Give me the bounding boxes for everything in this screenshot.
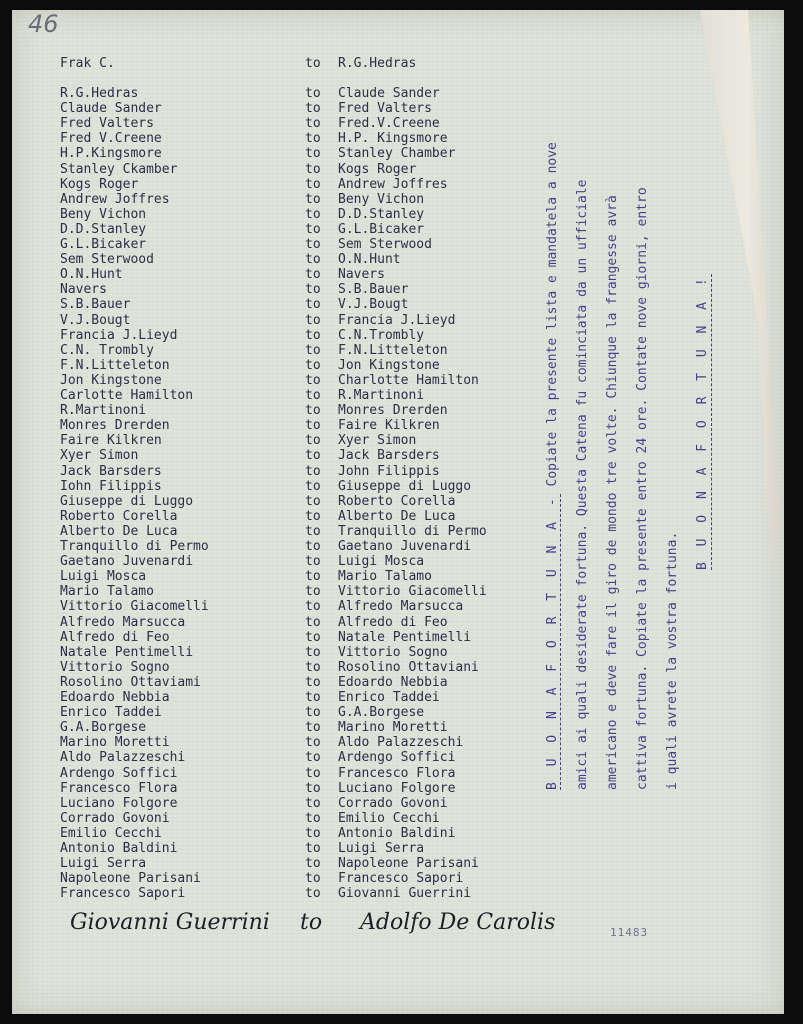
chain-row-to-word: to [305, 599, 321, 614]
handwritten-entry [70, 904, 590, 948]
chain-row-to: Francia J.Lieyd [338, 313, 456, 328]
chain-row-to: Luigi Serra [338, 841, 425, 856]
handwritten-to-word: to [300, 910, 323, 935]
chain-row-to: Roberto Corella [338, 494, 456, 509]
chain-row-from: R.Martinoni [60, 403, 147, 418]
chain-row-from: Sem Sterwood [60, 252, 154, 267]
chain-row-to-word: to [305, 630, 321, 645]
chain-row-to: Alberto De Luca [338, 509, 456, 524]
chain-row-from: Edoardo Nebbia [60, 690, 170, 705]
chain-row-to: Corrado Govoni [338, 796, 448, 811]
handwritten-to: Adolfo De Carolis [360, 910, 556, 935]
chain-row-to-word: to [305, 388, 321, 403]
chain-row-to-word: to [305, 222, 321, 237]
chain-row-to: Stanley Chamber [338, 146, 456, 161]
chain-row-to: Beny Vichon [338, 192, 425, 207]
chain-row-to-word: to [305, 403, 321, 418]
chain-row-to: Vittorio Giacomelli [338, 584, 487, 599]
chain-row-to: Charlotte Hamilton [338, 373, 479, 388]
chain-row-from: Enrico Taddei [60, 705, 162, 720]
chain-row-to-word: to [305, 313, 321, 328]
handwritten-from: Giovanni Guerrini [70, 910, 270, 935]
chain-row-from: Alfredo Marsucca [60, 615, 186, 630]
chain-row-from: D.D.Stanley [60, 222, 147, 237]
chain-row-from: Francia J.Lieyd [60, 328, 178, 343]
chain-row-from: Mario Talamo [60, 584, 154, 599]
chain-row-from: Roberto Corella [60, 509, 178, 524]
chain-row-to-word: to [305, 645, 321, 660]
chain-row-from: Luciano Folgore [60, 796, 178, 811]
chain-row-to: G.A.Borgese [338, 705, 425, 720]
chain-row-to-word: to [305, 524, 321, 539]
chain-row-from: Alfredo di Feo [60, 630, 170, 645]
chain-row-from: H.P.Kingsmore [60, 146, 162, 161]
chain-row-from: Antonio Baldini [60, 841, 178, 856]
chain-row-to: O.N.Hunt [338, 252, 401, 267]
chain-row-to: Jack Barsders [338, 448, 440, 463]
chain-row-to: Francesco Flora [338, 766, 456, 781]
instructions-line-3: americano e deve fare il giro de mondo tre volte. Chiunque la frangesse avrà [605, 195, 620, 790]
instructions-title: B U O N A F O R T U N A - [545, 494, 560, 790]
chain-row-from: Francesco Sapori [60, 886, 186, 901]
chain-row-to-word: to [305, 131, 321, 146]
chain-row-to-word: to [305, 569, 321, 584]
chain-row-to: Napoleone Parisani [338, 856, 479, 871]
chain-row-from: Marino Moretti [60, 735, 170, 750]
chain-row-to-word: to [305, 826, 321, 841]
chain-row-to-word: to [305, 192, 321, 207]
chain-row-to: Ardengo Soffici [338, 750, 456, 765]
chain-row-to: Navers [338, 267, 385, 282]
chain-row-from: Claude Sander [60, 101, 162, 116]
chain-row-to-word: to [305, 343, 321, 358]
chain-row-to: Edoardo Nebbia [338, 675, 448, 690]
chain-row-to: Rosolino Ottaviani [338, 660, 479, 675]
chain-row-to: Gaetano Juvenardi [338, 539, 472, 554]
chain-row-from: Gaetano Juvenardi [60, 554, 194, 569]
instructions-closing: B U O N A F O R T U N A ! [695, 274, 710, 570]
chain-row-from: Stanley Ckamber [60, 162, 178, 177]
chain-row-to-word: to [305, 464, 321, 479]
chain-row-from: Faire Kilkren [60, 433, 162, 448]
chain-row-from: C.N. Trombly [60, 343, 154, 358]
chain-row-to: Alfredo di Feo [338, 615, 448, 630]
chain-row-to: Fred.V.Creene [338, 116, 440, 131]
folio-number: 46 [28, 10, 59, 38]
chain-row-from: V.J.Bougt [60, 313, 131, 328]
chain-row-from: Fred V.Creene [60, 131, 162, 146]
chain-row-to-word: to [305, 297, 321, 312]
chain-row-to: Giuseppe di Luggo [338, 479, 472, 494]
chain-row-from: S.B.Bauer [60, 297, 131, 312]
chain-row-from: Aldo Palazzeschi [60, 750, 186, 765]
chain-row-to-word: to [305, 750, 321, 765]
chain-row-to-word: to [305, 886, 321, 901]
chain-row-to-word: to [305, 615, 321, 630]
header-from: Frak C. [60, 56, 115, 71]
chain-row-to: G.L.Bicaker [338, 222, 425, 237]
chain-row-to: Fred Valters [338, 101, 432, 116]
chain-row-to: R.Martinoni [338, 388, 425, 403]
chain-row-to-word: to [305, 720, 321, 735]
chain-letter-instructions [545, 30, 745, 790]
chain-row-to-word: to [305, 418, 321, 433]
chain-row-to: Aldo Palazzeschi [338, 735, 464, 750]
chain-row-to: Kogs Roger [338, 162, 417, 177]
chain-row-to-word: to [305, 448, 321, 463]
chain-row-from: Napoleone Parisani [60, 871, 201, 886]
instructions-line-1-text: Copiate la presente lista e mandatela a nove [545, 142, 560, 487]
chain-row-to: F.N.Litteleton [338, 343, 448, 358]
chain-row-to-word: to [305, 539, 321, 554]
chain-row-from: Vittorio Sogno [60, 660, 170, 675]
chain-row-from: O.N.Hunt [60, 267, 123, 282]
chain-row-to-word: to [305, 479, 321, 494]
chain-row-to-word: to [305, 282, 321, 297]
chain-row-from: Francesco Flora [60, 781, 178, 796]
chain-row-to-word: to [305, 237, 321, 252]
chain-row-to-word: to [305, 146, 321, 161]
chain-row-from: R.G.Hedras [60, 86, 139, 101]
chain-row-to-word: to [305, 177, 321, 192]
chain-row-to: Xyer Simon [338, 433, 417, 448]
chain-row-to: S.B.Bauer [338, 282, 409, 297]
chain-row-from: Tranquillo di Permo [60, 539, 209, 554]
chain-row-to: Sem Sterwood [338, 237, 432, 252]
chain-row-to-word: to [305, 433, 321, 448]
chain-row-to: Luigi Mosca [338, 554, 425, 569]
chain-row-to: Natale Pentimelli [338, 630, 472, 645]
chain-row-from: Navers [60, 282, 107, 297]
chain-row-to: Faire Kilkren [338, 418, 440, 433]
chain-row-from: Natale Pentimelli [60, 645, 194, 660]
chain-row-from: Emilio Cecchi [60, 826, 162, 841]
chain-row-from: Monres Drerden [60, 418, 170, 433]
chain-row-from: Luigi Mosca [60, 569, 147, 584]
chain-row-from: Giuseppe di Luggo [60, 494, 194, 509]
chain-row-to-word: to [305, 796, 321, 811]
chain-row-to: Giovanni Guerrini [338, 886, 472, 901]
chain-row-to-word: to [305, 766, 321, 781]
chain-row-to: H.P. Kingsmore [338, 131, 448, 146]
chain-row-to-word: to [305, 116, 321, 131]
chain-row-to: V.J.Bougt [338, 297, 409, 312]
chain-row-from: Andrew Joffres [60, 192, 170, 207]
chain-row-from: F.N.Litteleton [60, 358, 170, 373]
chain-row-to: Mario Talamo [338, 569, 432, 584]
chain-row-to-word: to [305, 101, 321, 116]
chain-row-from: Kogs Roger [60, 177, 139, 192]
chain-row-to-word: to [305, 554, 321, 569]
chain-row-to: Alfredo Marsucca [338, 599, 464, 614]
chain-row-to-word: to [305, 328, 321, 343]
chain-row-from: Carlotte Hamilton [60, 388, 194, 403]
instructions-line-5: i quali avrete la vostra fortuna. [665, 531, 680, 790]
chain-row-to-word: to [305, 252, 321, 267]
chain-row-to: Francesco Sapori [338, 871, 464, 886]
chain-row-to: Monres Drerden [338, 403, 448, 418]
chain-row-to: Emilio Cecchi [338, 811, 440, 826]
instructions-line-2: amici ai quali desiderate fortuna. Questa Catena fu cominciata da un ufficiale [575, 179, 590, 790]
chain-row-to-word: to [305, 162, 321, 177]
chain-row-from: Beny Vichon [60, 207, 147, 222]
chain-row-to: Jon Kingstone [338, 358, 440, 373]
chain-row-from: Vittorio Giacomelli [60, 599, 209, 614]
chain-row-to-word: to [305, 373, 321, 388]
chain-row-to-word: to [305, 267, 321, 282]
chain-row-from: Luigi Serra [60, 856, 147, 871]
chain-row-to: Marino Moretti [338, 720, 448, 735]
chain-row-to: Enrico Taddei [338, 690, 440, 705]
header-to-word: to [305, 56, 321, 71]
chain-row-from: Jon Kingstone [60, 373, 162, 388]
chain-row-to-word: to [305, 509, 321, 524]
chain-row-from: Xyer Simon [60, 448, 139, 463]
instructions-line-4: cattiva fortuna. Copiate la presente entro 24 ore. Contate nove giorni, entro [635, 187, 650, 790]
chain-row-from: Rosolino Ottaviami [60, 675, 201, 690]
chain-row-to: Antonio Baldini [338, 826, 456, 841]
chain-row-to-word: to [305, 584, 321, 599]
chain-row-to: Andrew Joffres [338, 177, 448, 192]
chain-row-to-word: to [305, 871, 321, 886]
chain-row-to-word: to [305, 781, 321, 796]
chain-row-to: Luciano Folgore [338, 781, 456, 796]
chain-row-from: Jack Barsders [60, 464, 162, 479]
chain-row-to-word: to [305, 86, 321, 101]
chain-row-to-word: to [305, 690, 321, 705]
chain-row-to: C.N.Trombly [338, 328, 425, 343]
chain-row-from: Ardengo Soffici [60, 766, 178, 781]
stamp-scribble: 11483 [610, 926, 649, 939]
chain-row-from: G.A.Borgese [60, 720, 147, 735]
chain-row-to-word: to [305, 494, 321, 509]
chain-row-to: D.D.Stanley [338, 207, 425, 222]
chain-row-from: Corrado Govoni [60, 811, 170, 826]
chain-row-from: Iohn Filippis [60, 479, 162, 494]
chain-row-to-word: to [305, 841, 321, 856]
chain-row-to: Vittorio Sogno [338, 645, 448, 660]
chain-row-from: Fred Valters [60, 116, 154, 131]
chain-row-to-word: to [305, 358, 321, 373]
chain-row-to: John Filippis [338, 464, 440, 479]
chain-row-from: Alberto De Luca [60, 524, 178, 539]
header-to: R.G.Hedras [338, 56, 417, 71]
chain-row-to-word: to [305, 705, 321, 720]
chain-row-to-word: to [305, 735, 321, 750]
chain-row-to-word: to [305, 811, 321, 826]
chain-row-to-word: to [305, 675, 321, 690]
instructions-line-1 [545, 142, 561, 790]
chain-row-from: G.L.Bicaker [60, 237, 147, 252]
chain-row-to: Tranquillo di Permo [338, 524, 487, 539]
chain-row-to-word: to [305, 207, 321, 222]
chain-row-to-word: to [305, 660, 321, 675]
chain-row-to-word: to [305, 856, 321, 871]
chain-row-to: Claude Sander [338, 86, 440, 101]
